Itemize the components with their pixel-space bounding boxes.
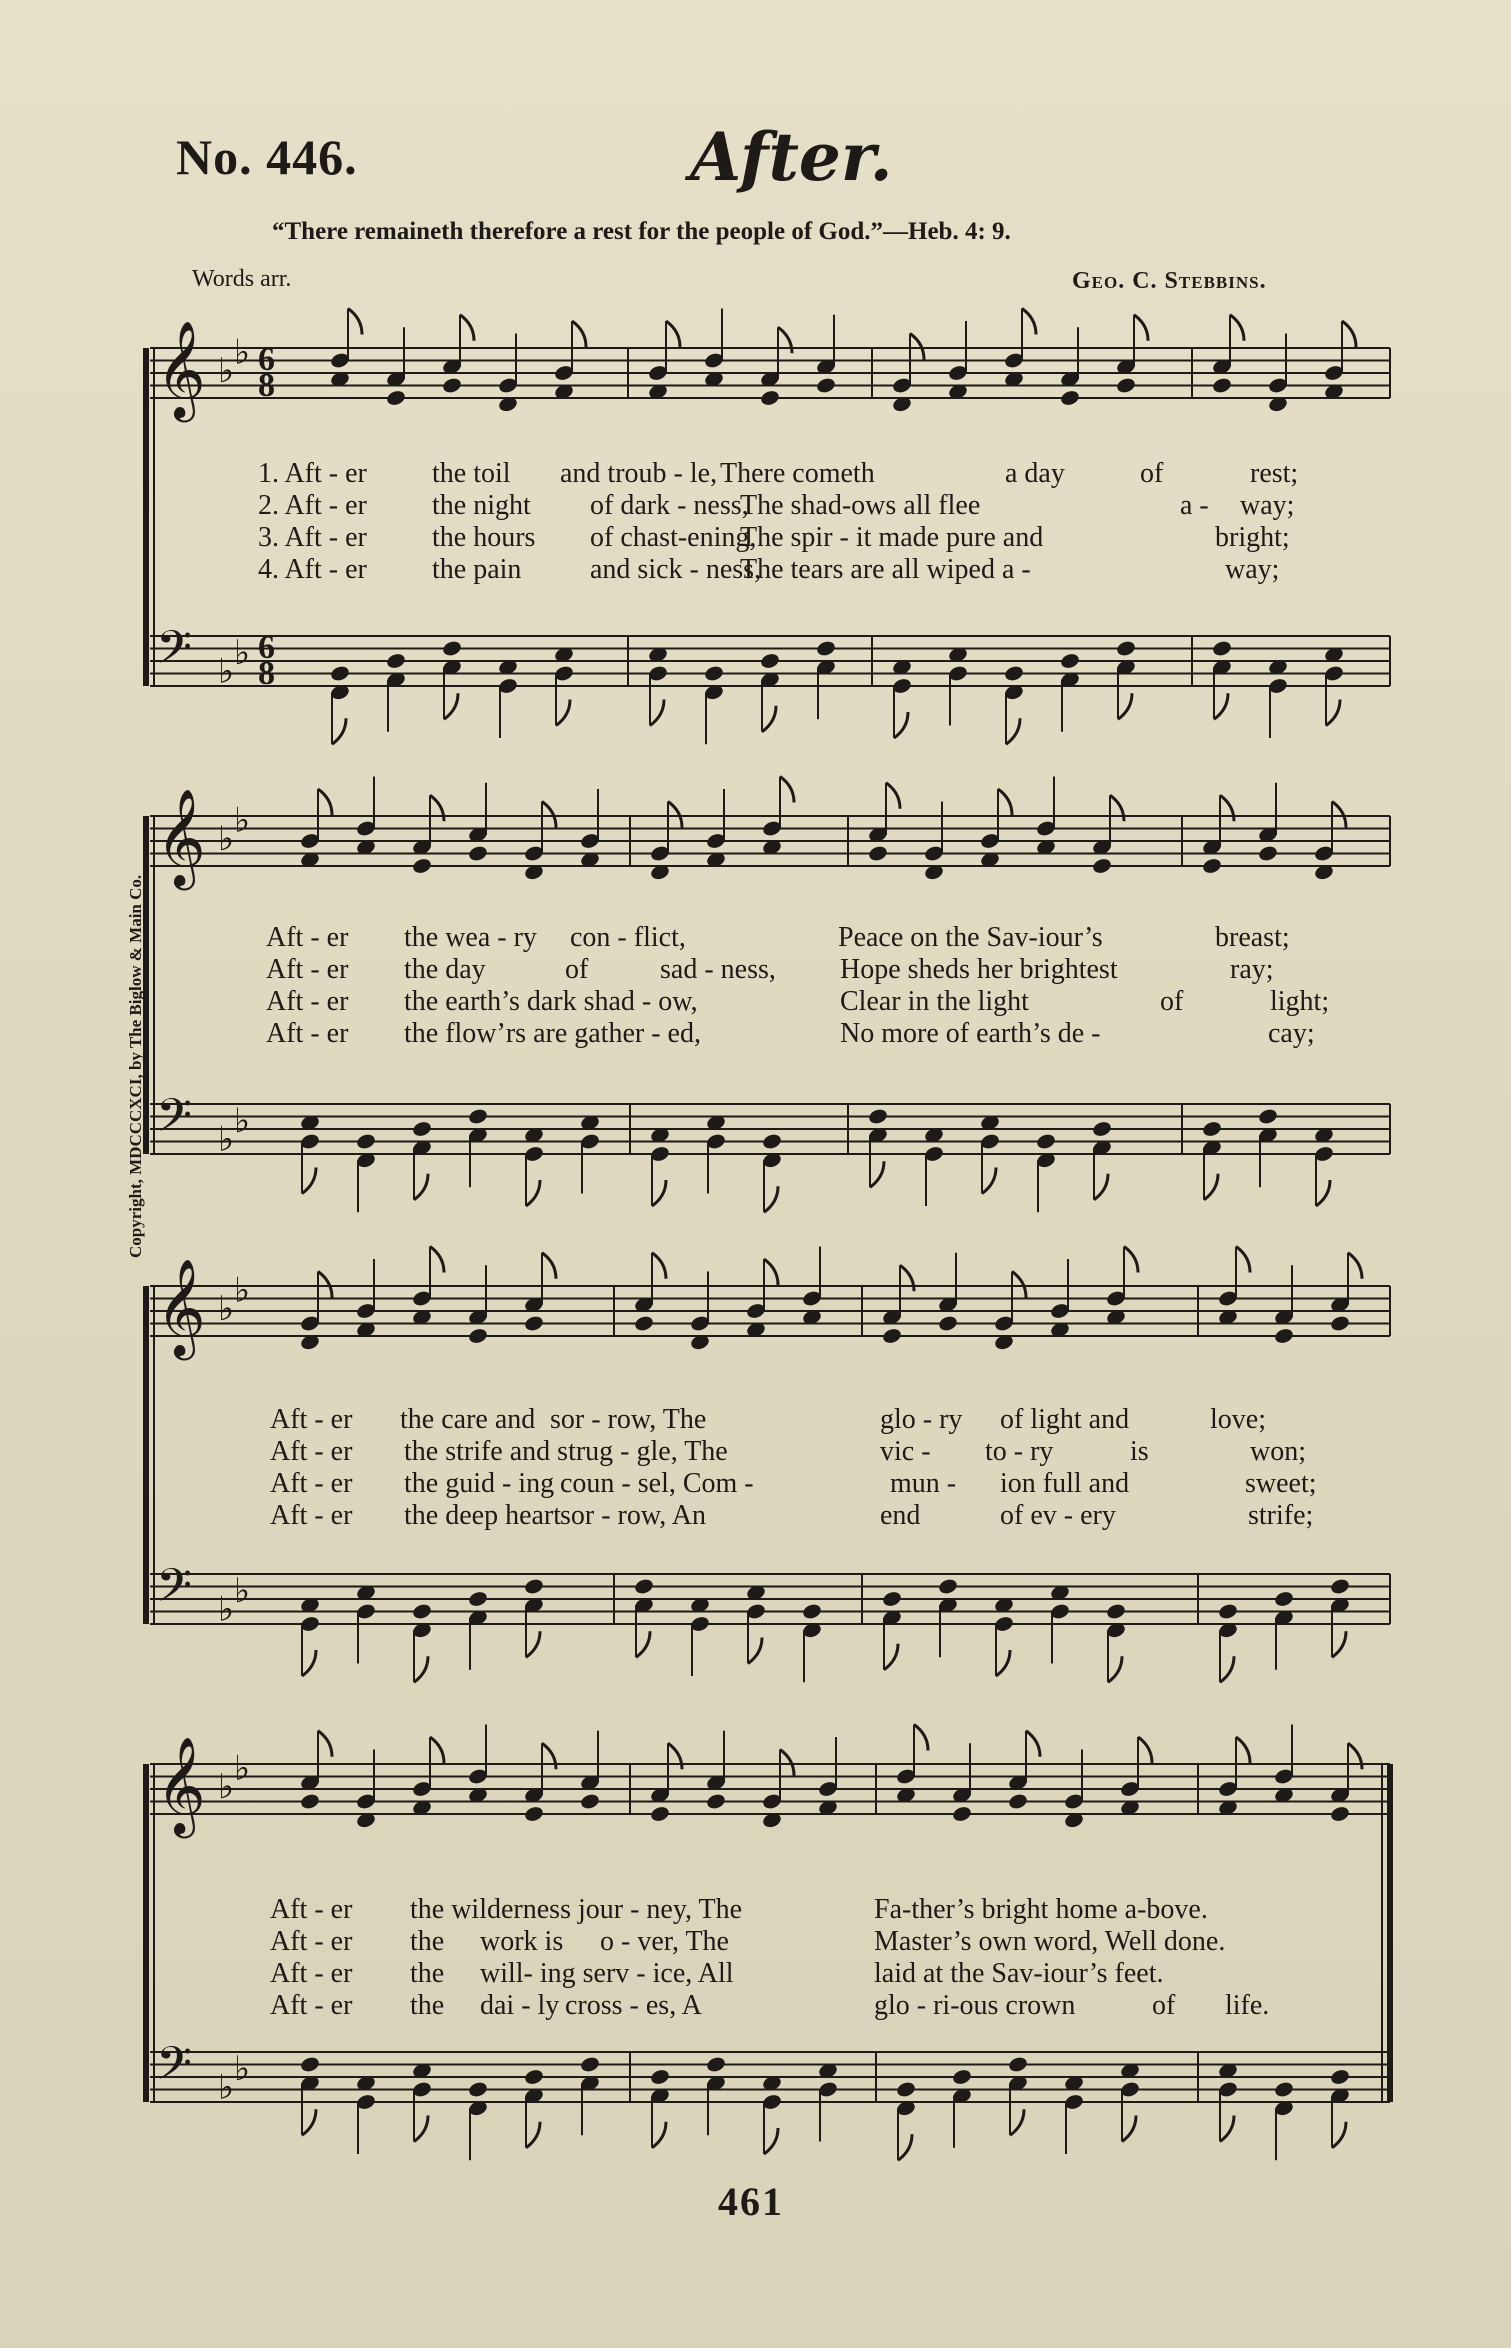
note-head (299, 2055, 320, 2073)
note-head (579, 2055, 600, 2073)
lyric-fragment: strife; (1248, 1500, 1314, 1531)
lyric-fragment: the pain (432, 554, 522, 585)
note-head (579, 1792, 600, 1810)
lyric-fragment: Aft - er (270, 1404, 353, 1435)
lyric-fragment: the hours (432, 522, 536, 553)
lyric-fragment: The spir - it made pure and (740, 522, 1044, 553)
flat-icon: ♭ (218, 651, 235, 692)
lyric-fragment: bright; (1215, 522, 1290, 553)
lyric-fragment: 3. Aft - er (258, 522, 367, 553)
note-head (1329, 1805, 1350, 1823)
note-head (1007, 2055, 1028, 2073)
lyric-fragment: glo - ri-ous crown (874, 1990, 1076, 2021)
hymn-title: After. (690, 118, 893, 196)
flat-icon: ♭ (218, 2067, 235, 2108)
words-credit: Words arr. (192, 266, 292, 292)
note-flag (318, 1731, 332, 1757)
bass-clef-icon: 𝄢 (156, 1089, 193, 1154)
page-number: 461 (718, 2179, 784, 2224)
lyric-fragment: vic - (880, 1436, 931, 1467)
lyric-fragment: the day (404, 954, 486, 985)
lyric-fragment: Aft - er (266, 922, 349, 953)
lyric-fragment: sweet; (1245, 1468, 1317, 1499)
lyric-fragment: the flow’rs are gather - ed, (404, 1018, 701, 1049)
lyric-fragment: of dark - ness, (590, 490, 749, 521)
flat-icon: ♭ (234, 1100, 251, 1141)
lyric-fragment: of (1140, 458, 1164, 489)
hymn-number: No. 446. (176, 129, 358, 185)
lyric-fragment: work is (480, 1926, 564, 1957)
lyric-fragment: Master’s own word, Well done. (874, 1926, 1226, 1957)
treble-clef-icon: 𝄞 (156, 320, 206, 418)
lyric-fragment: a day (1005, 458, 1065, 489)
flat-icon: ♭ (234, 1748, 251, 1789)
lyric-fragment: Aft - er (270, 1926, 353, 1957)
lyric-fragment: Aft - er (270, 1436, 353, 1467)
lyric-fragment: the deep heart (404, 1500, 562, 1531)
lyric-fragment: breast; (1215, 922, 1290, 953)
note-flag (914, 1725, 928, 1751)
lyric-fragment: life. (1225, 1990, 1270, 2021)
note-flag (1026, 1731, 1040, 1757)
flat-icon: ♭ (234, 800, 251, 841)
flat-icon: ♭ (234, 1570, 251, 1611)
flat-icon: ♭ (218, 1767, 235, 1807)
note-flag (652, 2122, 666, 2148)
flat-icon: ♭ (218, 1119, 235, 1160)
lyric-fragment: of (1160, 986, 1184, 1017)
lyric-fragment: of (565, 954, 589, 985)
time-signature-top: 6 (258, 341, 275, 378)
lyric-fragment: 2. Aft - er (258, 490, 367, 521)
lyric-fragment: of light and (1000, 1404, 1130, 1435)
time-signature-bottom: 8 (258, 367, 275, 404)
lyric-fragment: Aft - er (270, 1990, 353, 2021)
time-signature-bottom: 8 (258, 655, 275, 692)
lyric-fragment: love; (1210, 1404, 1266, 1435)
note-flag (1220, 2116, 1234, 2142)
lyric-fragment: and troub - le, (560, 458, 718, 489)
bass-notes (895, 2055, 1140, 2160)
note-head (951, 1805, 972, 1823)
lyric-fragment: of chast-ening, (590, 522, 757, 553)
note-head (1007, 1792, 1028, 1810)
bass-clef-icon: 𝄢 (156, 1559, 193, 1624)
lyric-fragment: the care and (400, 1404, 536, 1435)
lyric-fragment: coun - sel, Com - (560, 1468, 754, 1499)
note-head (649, 2068, 670, 2086)
note-head (895, 2080, 916, 2098)
flat-icon: ♭ (218, 819, 235, 859)
bass-clef-icon: 𝄢 (156, 2037, 193, 2102)
lyric-fragment: the earth’s dark shad - ow, (404, 986, 698, 1017)
lyric-fragment: 4. Aft - er (258, 554, 367, 585)
lyric-fragment: glo - ry (880, 1404, 963, 1435)
lyric-fragment: the (410, 1990, 445, 2021)
note-flag (1010, 2109, 1024, 2135)
lyric-fragment: rest; (1250, 458, 1299, 489)
flat-icon: ♭ (234, 2048, 251, 2089)
lyric-fragment: won; (1250, 1436, 1306, 1467)
note-flag (1348, 1743, 1362, 1769)
flat-icon: ♭ (234, 1270, 251, 1311)
note-head (951, 2068, 972, 2086)
note-flag (1236, 1737, 1250, 1763)
note-head (705, 1792, 726, 1810)
lyric-fragment: 1. Aft - er (258, 458, 367, 489)
note-flag (526, 2122, 540, 2148)
treble-clef-icon: 𝄞 (156, 1258, 206, 1356)
lyric-fragment: laid at the Sav-iour’s feet. (874, 1958, 1164, 1989)
lyric-fragment: will- ing serv - ice, All (480, 1958, 734, 1989)
lyric-fragment: a - (1180, 490, 1209, 521)
lyric-fragment: ray; (1230, 954, 1274, 985)
lyric-fragment: ion full and (1000, 1468, 1130, 1499)
lyric-fragment: the toil (432, 458, 511, 489)
note-flag (1122, 2116, 1136, 2142)
lyric-fragment: sad - ness, (660, 954, 776, 985)
lyric-fragment: The tears are all wiped a - (740, 554, 1031, 585)
lyric-fragment: the wilderness jour - ney, The (410, 1894, 743, 1925)
lyric-fragment: mun - (890, 1468, 957, 1499)
copyright-notice: Copyright, MDCCCXCI, by The Biglow & Main Co. (126, 874, 145, 1258)
flat-icon: ♭ (218, 1589, 235, 1630)
flat-icon: ♭ (218, 351, 235, 391)
note-head (299, 1792, 320, 1810)
treble-clef-icon: 𝄞 (156, 788, 206, 886)
bass-clef-icon: 𝄢 (156, 621, 193, 686)
lyric-fragment: way; (1240, 490, 1295, 521)
note-flag (1332, 2122, 1346, 2148)
lyric-fragment: the wea - ry (404, 922, 537, 953)
note-flag (898, 2134, 912, 2160)
lyric-fragment: Fa-ther’s bright home a-bove. (874, 1894, 1208, 1925)
lyric-fragment: end (880, 1500, 921, 1531)
flat-icon: ♭ (218, 1289, 235, 1329)
lyric-fragment: Aft - er (270, 1468, 353, 1499)
note-flag (414, 2116, 428, 2142)
note-flag (668, 1743, 682, 1769)
lyric-fragment: sor - row, An (560, 1500, 706, 1531)
note-flag (764, 2128, 778, 2154)
lyric-fragment: Clear in the light (840, 986, 1029, 1017)
lyric-fragment: is (1130, 1436, 1149, 1467)
note-head (523, 2068, 544, 2086)
time-signature-top: 6 (258, 629, 275, 666)
lyric-fragment: There cometh (720, 458, 875, 489)
note-flag (780, 1750, 794, 1776)
note-head (523, 1805, 544, 1823)
lyric-fragment: the (410, 1958, 445, 1989)
lyric-fragment: Aft - er (270, 1500, 353, 1531)
lyric-fragment: of (1152, 1990, 1176, 2021)
lyric-fragment: cross - es, A (565, 1990, 702, 2021)
lyric-fragment: light; (1270, 986, 1330, 1017)
lyric-fragment: way; (1225, 554, 1280, 585)
lyric-fragment: sor - row, The (550, 1404, 707, 1435)
lyric-fragment: cay; (1268, 1018, 1315, 1049)
lyric-fragment: Aft - er (266, 1018, 349, 1049)
lyric-fragment: Aft - er (270, 1958, 353, 1989)
lyric-fragment: dai - ly (480, 1990, 560, 2021)
lyric-fragment: and sick - ness, (590, 554, 762, 585)
lyric-fragment: o - ver, The (600, 1926, 729, 1957)
note-head (649, 1805, 670, 1823)
lyric-fragment: to - ry (985, 1436, 1054, 1467)
bass-notes (299, 2055, 600, 2160)
lyric-fragment: Hope sheds her brightest (840, 954, 1118, 985)
note-head (1329, 2068, 1350, 2086)
note-head (1273, 2080, 1294, 2098)
flat-icon: ♭ (234, 332, 251, 373)
note-flag (430, 1737, 444, 1763)
note-flag (542, 1743, 556, 1769)
bass-notes (649, 2055, 838, 2154)
lyric-fragment: of ev - ery (1000, 1500, 1116, 1531)
lyric-fragment: Aft - er (270, 1894, 353, 1925)
flat-icon: ♭ (234, 632, 251, 673)
lyric-fragment: Aft - er (266, 954, 349, 985)
note-head (467, 2080, 488, 2098)
lyric-fragment: The shad-ows all flee (740, 490, 981, 521)
composer-credit: Geo. C. Stebbins. (1072, 268, 1267, 294)
lyric-fragment: Peace on the Sav-iour’s (838, 922, 1103, 953)
note-flag (1138, 1737, 1152, 1763)
lyric-fragment: the night (432, 490, 531, 521)
lyric-fragment: Aft - er (266, 986, 349, 1017)
scripture-epigraph: “There remaineth therefore a rest for the people of God.”—Heb. 4: 9. (272, 218, 1011, 245)
lyric-fragment: the (410, 1926, 445, 1957)
lyric-fragment: the strife and strug - gle, The (404, 1436, 728, 1467)
treble-notes (1217, 1725, 1362, 1824)
note-head (705, 2055, 726, 2073)
note-flag (302, 2109, 316, 2135)
lyric-fragment: No more of earth’s de - (840, 1018, 1101, 1049)
lyric-fragment: con - flict, (570, 922, 686, 953)
treble-clef-icon: 𝄞 (156, 1736, 206, 1834)
lyric-fragment: the guid - ing (404, 1468, 555, 1499)
